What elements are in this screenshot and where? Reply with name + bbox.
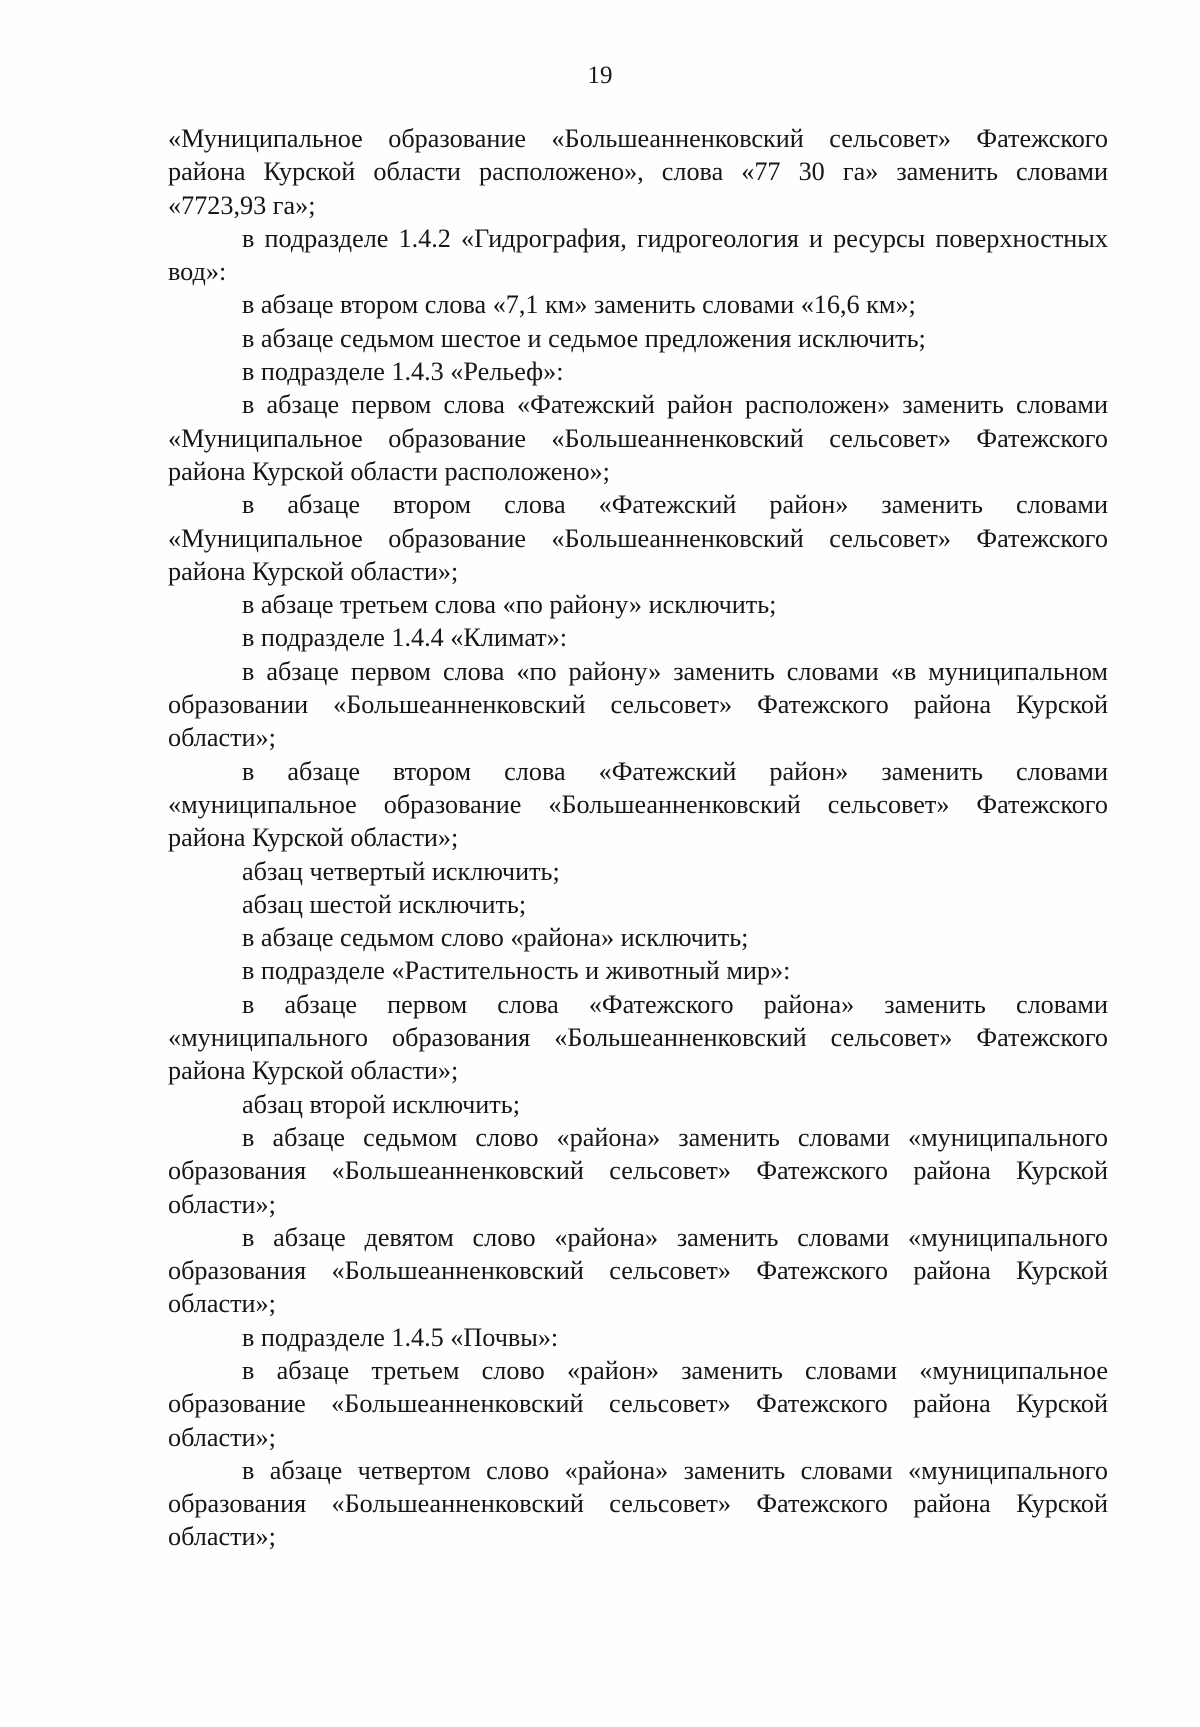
paragraph-11: в абзаце втором слова «Фатежский район» заменить словами «муниципальное образование «Большеанненковский сельсовет» Фатежского района Курской области»; xyxy=(168,756,1108,853)
document-body xyxy=(168,122,1108,1554)
paragraph-1: «Муниципальное образование «Большеанненковский сельсовет» Фатежского района Курской области расположено», слова «77 30 га» заменить словами «7723,93 га»; xyxy=(168,124,1108,220)
paragraph-10: в абзаце первом слова «по району» заменить словами «в муниципальном образовании «Большеанненковский сельсовет» Фатежского района Курской области»; xyxy=(168,656,1108,753)
paragraph-21: в абзаце третьем слово «район» заменить словами «муниципальное образование «Большеанненковский сельсовет» Фатежского района Курской области»; xyxy=(168,1355,1108,1452)
paragraph-5: в подразделе 1.4.3 «Рельеф»: xyxy=(242,357,564,387)
paragraph-8: в абзаце третьем слова «по району» исключить; xyxy=(242,590,777,620)
paragraph-7: в абзаце втором слова «Фатежский район» заменить словами «Муниципальное образование «Большеанненковский сельсовет» Фатежского района Курской области»; xyxy=(168,490,1108,586)
paragraph-15: в подразделе «Растительность и животный мир»: xyxy=(242,956,791,986)
paragraph-9: в подразделе 1.4.4 «Климат»: xyxy=(242,623,568,653)
paragraph-17: абзац второй исключить; xyxy=(242,1089,520,1119)
paragraph-6: в абзаце первом слова «Фатежский район расположен» заменить словами «Муниципальное образование «Большеанненковский сельсовет» Фатежского района Курской области расположено»; xyxy=(168,390,1108,486)
paragraph-14: в абзаце седьмом слово «района» исключить; xyxy=(242,923,749,953)
paragraph-3: в абзаце втором слова «7,1 км» заменить словами «16,6 км»; xyxy=(242,290,916,320)
paragraph-18: в абзаце седьмом слово «района» заменить словами «муниципального образования «Большеанненковский сельсовет» Фатежского района Курской области»; xyxy=(168,1122,1108,1219)
paragraph-2: в подразделе 1.4.2 «Гидрография, гидрогеология и ресурсы поверхностных вод»: xyxy=(168,223,1108,287)
paragraph-19: в абзаце девятом слово «района» заменить словами «муниципального образования «Большеанненковский сельсовет» Фатежского района Курской области»; xyxy=(168,1222,1108,1319)
paragraph-4: в абзаце седьмом шестое и седьмое предложения исключить; xyxy=(242,323,926,353)
paragraph-12: абзац четвертый исключить; xyxy=(242,856,560,886)
paragraph-16: в абзаце первом слова «Фатежского района» заменить словами «муниципального образования «Большеанненковский сельсовет» Фатежского района Курской области»; xyxy=(168,989,1108,1086)
paragraph-13: абзац шестой исключить; xyxy=(242,889,527,919)
paragraph-20: в подразделе 1.4.5 «Почвы»: xyxy=(242,1322,559,1352)
page-number: 19 xyxy=(587,62,613,89)
paragraph-22: в абзаце четвертом слово «района» заменить словами «муниципального образования «Большеанненковский сельсовет» Фатежского района Курской области»; xyxy=(168,1455,1108,1552)
